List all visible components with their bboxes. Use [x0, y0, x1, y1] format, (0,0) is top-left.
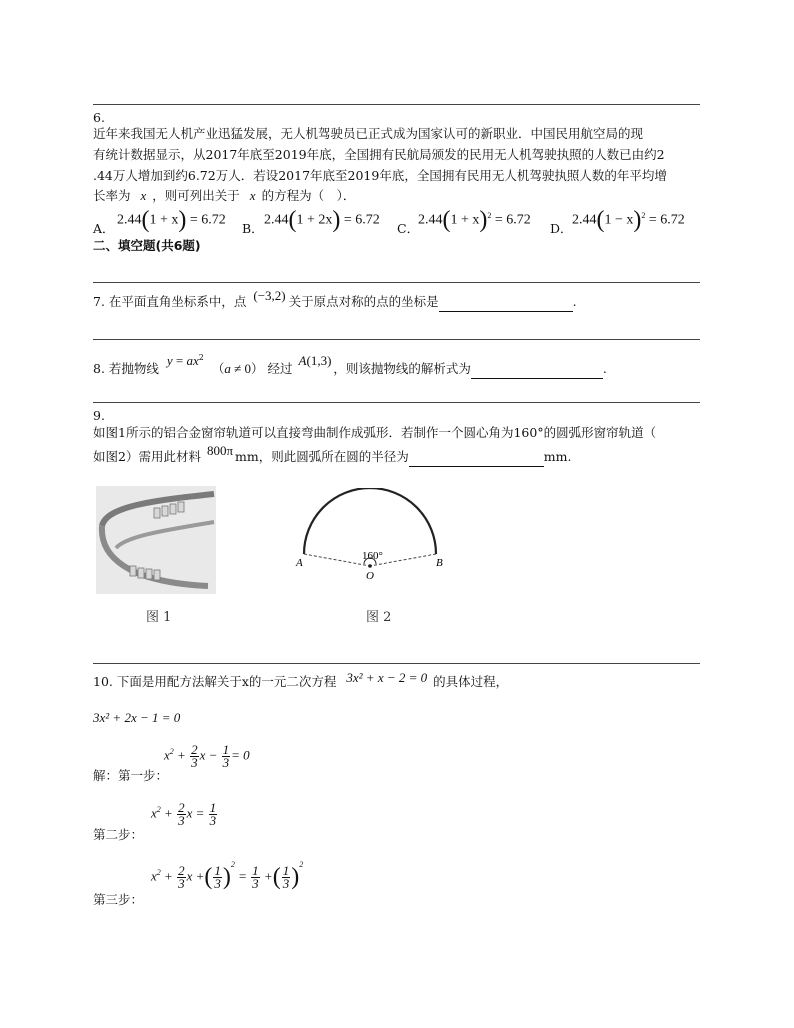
curtain-rail-photo	[96, 486, 216, 594]
q6-line2: 有统计数据显示，从2017年底至2019年底，全国拥有民航局颁发的民用无人机驾驶执照的人数已由约2	[93, 147, 665, 162]
label-o: O	[366, 570, 374, 582]
separator	[93, 663, 700, 664]
q7-answer-blank[interactable]	[439, 297, 573, 312]
q7-suffix: 关于原点对称的点的坐标是	[288, 294, 439, 309]
q6-line4b: ，则可列出关于	[152, 188, 240, 203]
q6-line4c: 的方程为（ ）．	[261, 188, 356, 203]
option-math: 2.44(1 + 2x) = 6.72	[264, 207, 380, 233]
fig1-caption: 图 1	[146, 610, 172, 625]
q8-prefix: 8. 若抛物线	[93, 361, 159, 377]
separator-top	[93, 104, 700, 105]
q8-cond-a: a	[224, 361, 231, 377]
arc	[304, 488, 436, 554]
step2-equation: $x^2$ + $\frac{2}{3}$ x = $\frac{1}{3}$	[151, 800, 217, 828]
q10	[93, 672, 508, 692]
q8-cond: ≠ 0	[230, 361, 252, 377]
section-title: 二、填空题(共6题)	[93, 238, 201, 253]
q7-prefix: 7. 在平面直角坐标系中，点	[93, 294, 247, 309]
q8-parabola: $y = ax^2$	[166, 353, 204, 369]
q9-answer-blank[interactable]	[409, 452, 544, 467]
q8: 8. 若抛物线 $y = ax^2$ （a ≠ 0） 经过 A(1,3)，则该抛物线的解析式为 .	[93, 356, 607, 379]
step1-equation: $x^2$ + $\frac{2}{3}$ x − $\frac{1}{3}$ = 0	[164, 742, 250, 770]
step2-label: 第二步：	[93, 827, 144, 842]
q10-line0: 3x² + 2x − 1 = 0	[93, 710, 181, 725]
option-math: $2.44(1 - x)^2 = 6.72$	[572, 207, 685, 233]
separator	[93, 282, 700, 283]
q6-var-x: x	[140, 188, 147, 203]
q8-point: A(1,3)	[298, 353, 332, 369]
label-a: A	[296, 557, 303, 569]
q6-line3: .44万人增加到约6.72万人．若设2017年底至2019年底，全国拥有民用无人机驾驶执照人数的年平均增	[93, 168, 667, 183]
q10-equation: 3x² + x − 2 = 0	[346, 670, 428, 685]
separator	[93, 402, 700, 403]
q9-number: 9.	[93, 408, 105, 423]
q7	[93, 288, 577, 312]
curtain-rail-illustration	[96, 486, 216, 594]
option-letter: A．	[93, 221, 115, 236]
step3-label: 第三步：	[93, 892, 144, 907]
q8-end: .	[602, 361, 607, 377]
q8-suffix: ，则该抛物线的解析式为	[333, 361, 471, 377]
q6-line4a: 长率为	[93, 188, 131, 203]
q9-line2: 如图2）需用此材料 800π mm，则此圆弧所在圆的半径为 mm.	[93, 447, 571, 467]
arc-diagram	[290, 488, 450, 588]
option-letter: B．	[242, 221, 264, 236]
fig2-caption: 图 2	[366, 610, 392, 625]
q8-answer-blank[interactable]	[471, 364, 603, 379]
q8-through: 经过	[267, 361, 293, 377]
label-b: B	[436, 557, 443, 569]
q7-end: .	[572, 294, 577, 309]
q7-point: (−3,2)	[253, 288, 286, 303]
step1-label: 解：第一步：	[93, 768, 169, 783]
q10-prefix: 10. 下面是用配方法解关于x的一元二次方程	[93, 674, 337, 689]
q6-var-x-2: x	[249, 188, 256, 203]
option-letter: D．	[550, 221, 573, 236]
option-math: 2.44(1 + x) = 6.72	[117, 207, 226, 233]
q10-suffix: 的具体过程，	[433, 674, 509, 689]
step3-equation: $x^2$ + $\frac{2}{3}$ x +( $\frac{1}{3}$ )$^2$ = $\frac{1}{3}$ +( $\frac{1}{3}$ )$^2$	[151, 860, 304, 891]
q6-line1: 近年来我国无人机产业迅猛发展，无人机驾驶员已正式成为国家认可的新职业．中国民用航空局的现	[93, 126, 644, 141]
radius-oa	[304, 554, 370, 566]
q9-line1: 如图1所示的铝合金窗帘轨道可以直接弯曲制作成弧形．若制作一个圆心角为160°的圆弧形窗帘轨道（	[93, 425, 657, 440]
option-letter: C．	[397, 221, 420, 236]
q6-number: 6.	[93, 110, 105, 125]
q6-line4	[93, 186, 355, 206]
option-math: $2.44(1 + x)^2 = 6.72$	[418, 207, 531, 233]
separator	[93, 339, 700, 340]
q9-length: 800π	[206, 443, 234, 458]
angle-label: 160°	[362, 550, 383, 562]
center-point	[368, 564, 372, 568]
